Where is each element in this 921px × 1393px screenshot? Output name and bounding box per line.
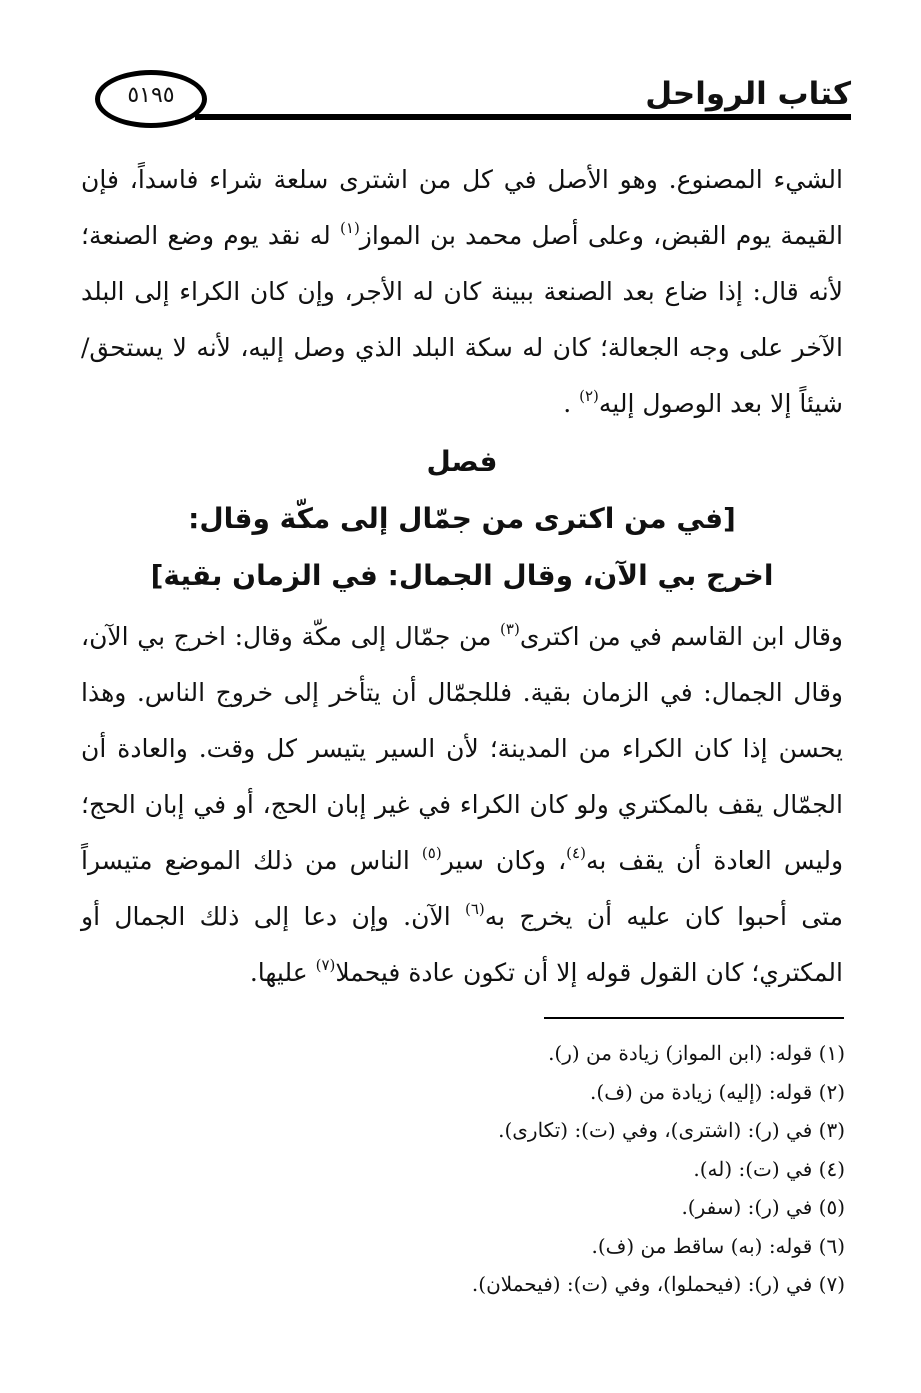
footnote-ref-6: (٦) (464, 900, 485, 918)
footnote-ref-7: (٧) (315, 956, 336, 974)
footnote-ref-3: (٣) (500, 620, 520, 638)
footnote-separator (544, 1017, 844, 1019)
paragraph-2 (81, 609, 843, 1001)
page-number: ٥١٩٥ (127, 83, 175, 108)
section-subtitle-line-1: [في من اكترى من جمّال إلى مكّة وقال: (188, 502, 736, 535)
footnote-ref-4: (٤) (566, 844, 586, 862)
paragraph-1 (81, 152, 843, 432)
footnote-3: (٣) في (ر): (اشترى)، وفي (ت): (تكارى). (498, 1118, 845, 1142)
paragraph-2-text-6: عليها. (249, 958, 316, 987)
footnote-5: (٥) في (ر): (سفر). (681, 1195, 845, 1219)
footnote-1: (١) قوله: (ابن المواز) زيادة من (ر). (548, 1041, 845, 1065)
section-subtitle-line-2: اخرج بي الآن، وقال الجمال: في الزمان بقية] (150, 559, 774, 592)
paragraph-1-text-3: . (563, 389, 580, 418)
paragraph-2-text-3: ، وكان سير (441, 846, 567, 875)
footnote-4: (٤) في (ت): (له). (693, 1156, 845, 1181)
footnote-ref-1: (١) (340, 219, 360, 237)
paragraph-2-text-2: من جمّال إلى مكّة وقال: اخرج بي الآن، وقال الجمال: في الزمان بقية. فللجمّال أن يتأخر إلى خروج الناس. وهذا يحسن إذا كان الكراء من المدينة؛ لأن السير يتيسر كل وقت. والعادة أن الجمّال يقف بالمكتري ولو كان الكراء في غير إبان الحج، أو في إبان الحج؛ وليس العادة أن يقف به (81, 622, 844, 875)
section-title-fasl: فصل (426, 445, 498, 478)
footnote-ref-2: (٢) (579, 387, 599, 405)
footnote-7: (٧) في (ر): (فيحملوا)، وفي (ت): (فيحملان). (471, 1272, 845, 1296)
footnote-2: (٢) قوله: (إليه) زيادة من (ف). (590, 1079, 845, 1104)
paragraph-2-text-1: وقال ابن القاسم في من اكترى (519, 622, 844, 651)
book-title: كتاب الرواحل (645, 76, 851, 112)
paragraph-1-text-2: له نقد يوم وضع الصنعة؛ لأنه قال: إذا ضاع بعد الصنعة ببينة كان له الأجر، وإن كان الكراء إلى البلد الآخر على وجه الجعالة؛ كان له سكة البلد الذي وصل إليه، لأنه لا يستحق/ شيئاً إلا بعد الوصول إليه (81, 221, 843, 418)
footnote-6: (٦) قوله: (به) ساقط من (ف). (591, 1233, 845, 1258)
paragraph-2-text-5: الآن. وإن دعا إلى ذلك الجمال أو المكتري؛ كان القول قوله إلا أن تكون عادة فيحملا (81, 902, 843, 987)
paragraph-2-text-4: الناس من ذلك الموضع متيسراً متى أحبوا كان عليه أن يخرج به (81, 846, 843, 931)
footnotes-list (85, 1034, 845, 1304)
page-header (95, 64, 851, 132)
paragraph-1-text-1: الشيء المصنوع. وهو الأصل في كل من اشترى سلعة شراء فاسداً، فإن القيمة يوم القبض، وعلى أصل محمد بن المواز (81, 165, 844, 250)
footnote-ref-5: (٥) (421, 844, 442, 862)
header-rule (195, 114, 851, 120)
